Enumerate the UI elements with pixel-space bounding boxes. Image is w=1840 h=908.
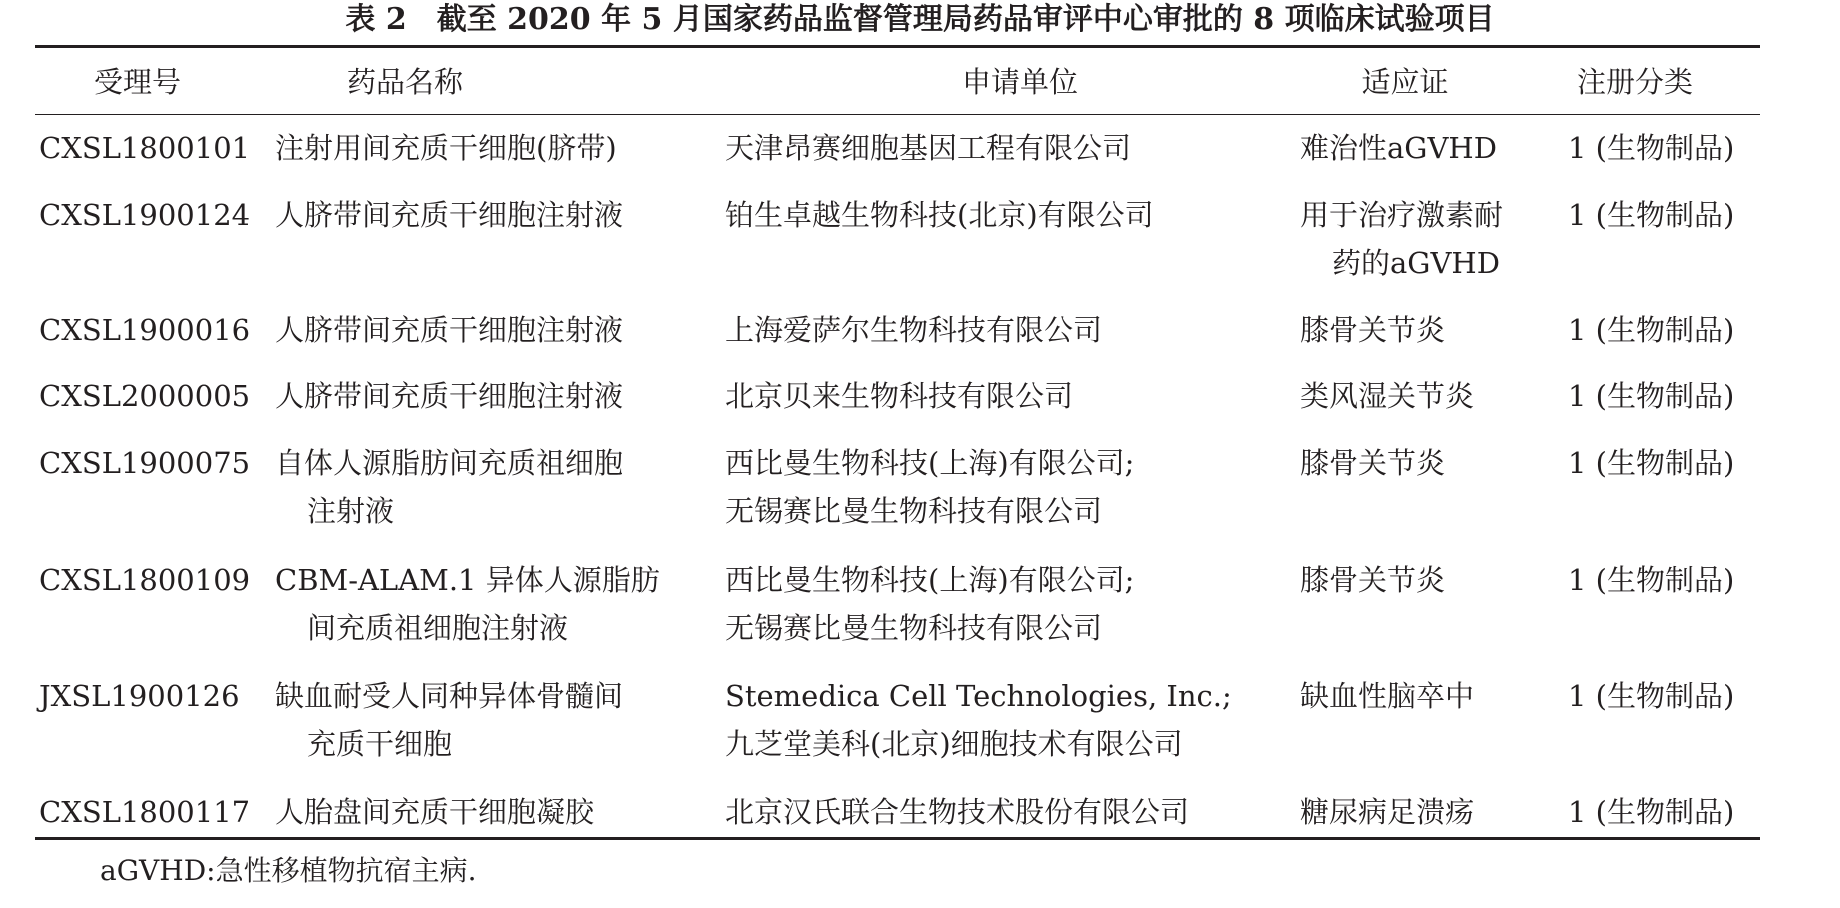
table-row [35,372,1760,420]
table-row [35,306,1760,354]
cell-registration-category: 1 (生物制品) [1568,379,1735,413]
cell-indication [1300,439,1445,487]
cell-registration-category: 1 (生物制品) [1568,198,1735,232]
cell-drug-name [275,672,623,768]
cell-drug-name [275,191,623,239]
cell-line: 难治性aGVHD [1300,131,1497,165]
cell-applicant [725,556,1134,652]
cell-line: 注射液 [307,494,395,528]
cell-registration-category: 1 (生物制品) [1568,679,1735,713]
cell-registration-category: 1 (生物制品) [1568,563,1735,597]
header-registration-category: 注册分类 [1576,65,1693,99]
cell-applicant [725,372,1073,420]
cell-applicant [725,124,1131,172]
cell-line: 西比曼生物科技(上海)有限公司; [725,446,1135,480]
header-accept-number: 受理号 [93,65,181,99]
cell-drug-name [275,439,623,535]
cell-line: 无锡赛比曼生物科技有限公司 [725,494,1103,528]
cell-applicant [725,788,1189,836]
cell-line: 人脐带间充质干细胞注射液 [275,379,624,413]
cell-line: 上海爱萨尔生物科技有限公司 [725,313,1103,347]
cell-indication [1300,191,1503,287]
cell-accept-number: CXSL1900075 [39,446,251,480]
cell-drug-name [275,124,617,172]
cell-indication [1300,788,1474,836]
cell-indication [1300,124,1497,172]
cell-applicant [725,439,1134,535]
cell-line: 无锡赛比曼生物科技有限公司 [725,611,1103,645]
table-row [35,439,1760,535]
cell-accept-number: CXSL1900016 [39,313,251,347]
cell-indication [1300,306,1445,354]
cell-accept-number: CXSL1800101 [39,131,251,165]
cell-line: 类风湿关节炎 [1300,379,1475,413]
cell-indication [1300,556,1445,604]
cell-line: CBM-ALAM.1 异体人源脂肪 [275,563,660,597]
table-title [0,0,1840,40]
cell-line: 自体人源脂肪间充质祖细胞 [275,446,624,480]
cell-accept-number: CXSL1800117 [39,795,251,829]
cell-line: 北京汉氏联合生物技术股份有限公司 [725,795,1190,829]
cell-drug-name [275,306,623,354]
table-row [35,672,1760,768]
cell-registration-category: 1 (生物制品) [1568,446,1735,480]
table-top-rule [35,45,1760,48]
cell-line: 间充质祖细胞注射液 [307,611,569,645]
cell-drug-name [275,556,660,652]
cell-line: 铂生卓越生物科技(北京)有限公司 [725,198,1154,232]
table-header-rule [35,114,1760,115]
header-indication: 适应证 [1361,65,1449,99]
cell-registration-category: 1 (生物制品) [1568,313,1735,347]
cell-indication [1300,372,1474,420]
cell-line: 缺血耐受人同种异体骨髓间 [275,679,624,713]
cell-applicant [725,672,1232,768]
cell-line: 用于治疗激素耐 [1300,198,1504,232]
table-header-row [35,58,1760,106]
table-row [35,788,1760,836]
cell-line: 膝骨关节炎 [1300,563,1446,597]
table-title-text: 表 2 截至 2020 年 5 月国家药品监督管理局药品审评中心审批的 8 项临床试验项目 [345,2,1495,37]
table-bottom-rule [35,837,1760,840]
table-footnote: aGVHD:急性移植物抗宿主病. [100,854,477,887]
cell-line: 注射用间充质干细胞(脐带) [275,131,617,165]
cell-line: 膝骨关节炎 [1300,446,1446,480]
cell-line: 天津昂赛细胞基因工程有限公司 [725,131,1132,165]
cell-line: 九芝堂美科(北京)细胞技术有限公司 [725,727,1183,761]
header-applicant: 申请单位 [961,65,1078,99]
cell-line: 北京贝来生物科技有限公司 [725,379,1074,413]
table-row [35,556,1760,652]
cell-applicant [725,191,1154,239]
cell-line: 膝骨关节炎 [1300,313,1446,347]
cell-accept-number: JXSL1900126 [39,679,240,713]
cell-applicant [725,306,1102,354]
cell-line: 人胎盘间充质干细胞凝胶 [275,795,595,829]
cell-line: 人脐带间充质干细胞注射液 [275,313,624,347]
cell-line: Stemedica Cell Technologies, Inc.; [725,679,1232,713]
cell-line: 人脐带间充质干细胞注射液 [275,198,624,232]
cell-line: 充质干细胞 [307,727,453,761]
table-row [35,124,1760,172]
cell-line: 西比曼生物科技(上海)有限公司; [725,563,1135,597]
header-drug-name: 药品名称 [346,65,463,99]
table-row [35,191,1760,287]
cell-registration-category: 1 (生物制品) [1568,795,1735,829]
cell-registration-category: 1 (生物制品) [1568,131,1735,165]
cell-line: 糖尿病足溃疡 [1300,795,1475,829]
cell-drug-name [275,788,594,836]
cell-line: 药的aGVHD [1332,246,1500,280]
cell-indication [1300,672,1474,720]
cell-drug-name [275,372,623,420]
cell-accept-number: CXSL1900124 [39,198,251,232]
cell-accept-number: CXSL2000005 [39,379,251,413]
cell-accept-number: CXSL1800109 [39,563,251,597]
cell-line: 缺血性脑卒中 [1300,679,1475,713]
